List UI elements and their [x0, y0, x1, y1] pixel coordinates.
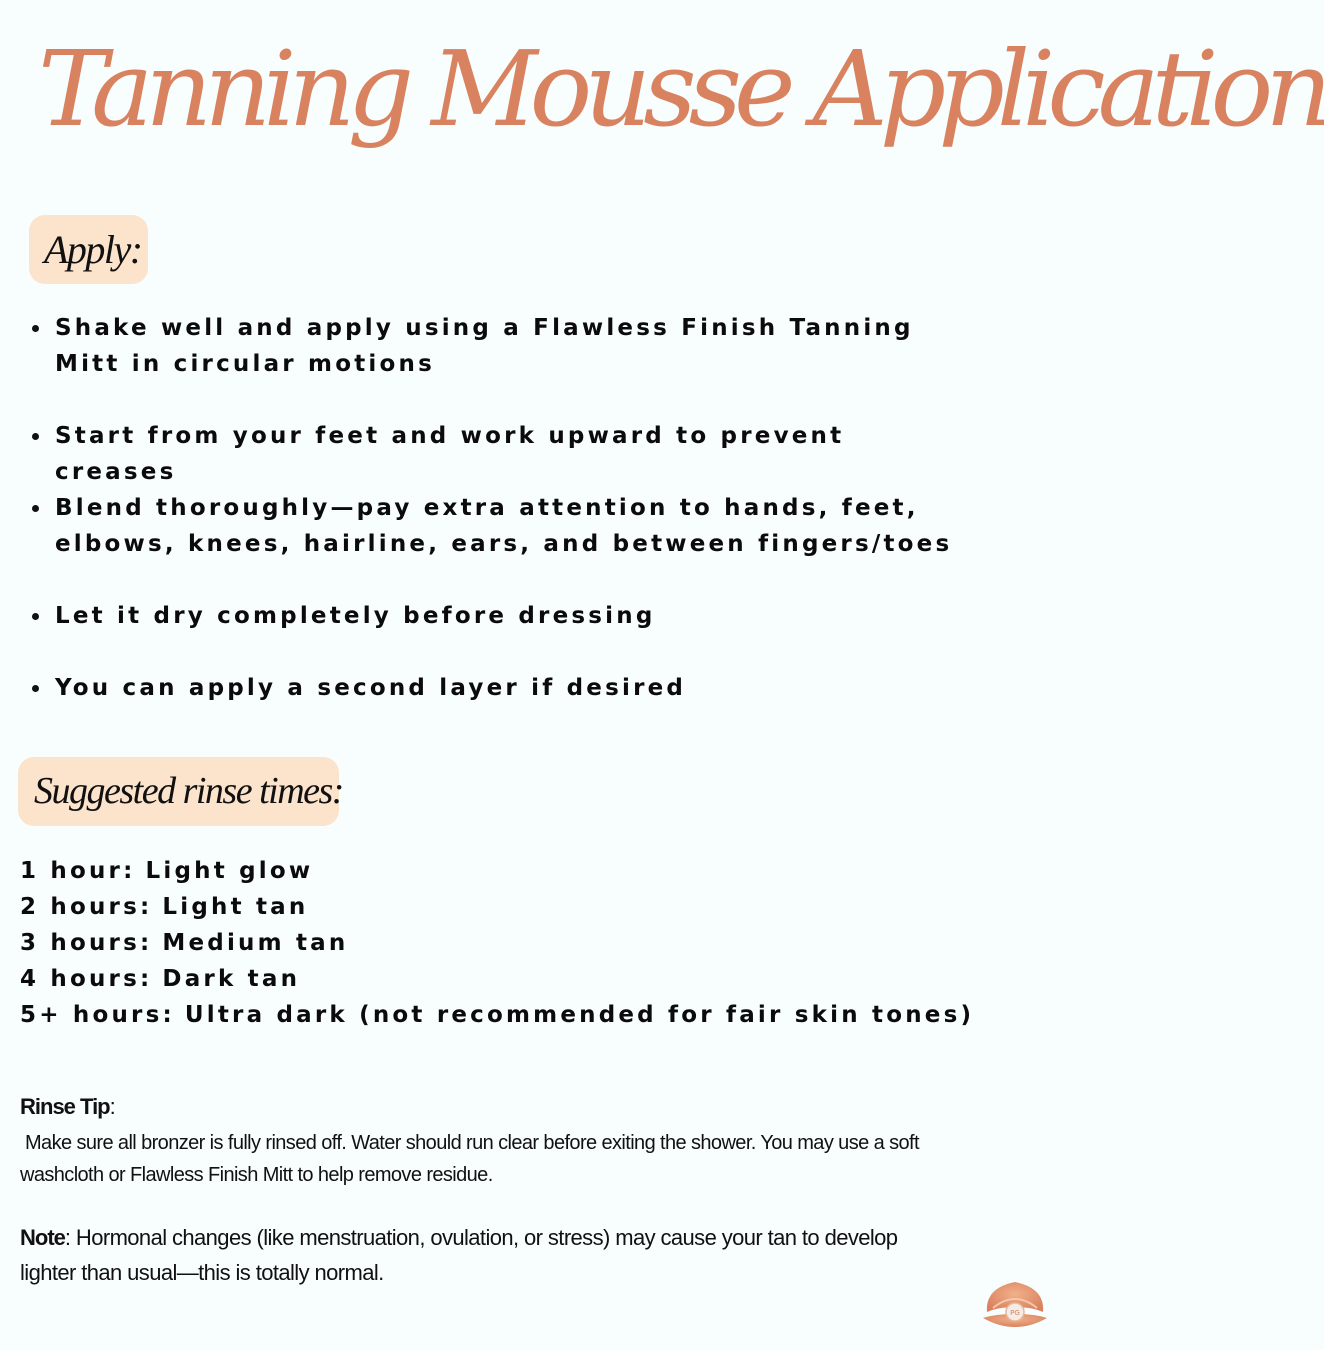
rinse-times-heading: Suggested rinse times: — [18, 757, 339, 826]
rinse-times-list — [20, 853, 974, 1033]
rinse-time-row: 4 hours: Dark tan — [20, 966, 301, 992]
list-item: Start from your feet and work upward to prevent creases — [55, 418, 955, 490]
shell-pearl-logo-icon — [975, 1268, 1055, 1343]
rinse-time-row: 2 hours: Light tan — [20, 894, 309, 920]
svg-text:PG: PG — [1010, 1309, 1020, 1317]
note-label: Note — [20, 1225, 65, 1250]
apply-heading: Apply: — [29, 215, 148, 284]
rinse-tip-label: Rinse Tip: — [20, 1094, 115, 1119]
note-text: Note: Hormonal changes (like menstruation, ovulation, or stress) may cause your tan to develop lighter than usual—this is totally normal. — [20, 1225, 898, 1285]
rinse-time-row: 3 hours: Medium tan — [20, 930, 349, 956]
rinse-time-row: 5+ hours: Ultra dark (not recommended for fair skin tones) — [20, 1002, 975, 1028]
list-item: You can apply a second layer if desired — [55, 670, 955, 706]
rinse-tip-text: Make sure all bronzer is fully rinsed off. Water should run clear before exiting the shower. You may use a soft washcloth or Flawless Finish Mitt to help remove residue. — [20, 1132, 919, 1186]
list-item: Shake well and apply using a Flawless Finish Tanning Mitt in circular motions — [55, 310, 955, 382]
list-item: Blend thoroughly—pay extra attention to hands, feet, elbows, knees, hairline, ears, and between fingers/toes — [55, 490, 955, 562]
list-item: Let it dry completely before dressing — [55, 598, 955, 634]
page-title: Tanning Mousse Application — [38, 28, 1324, 150]
rinse-time-row: 1 hour: Light glow — [20, 858, 314, 884]
